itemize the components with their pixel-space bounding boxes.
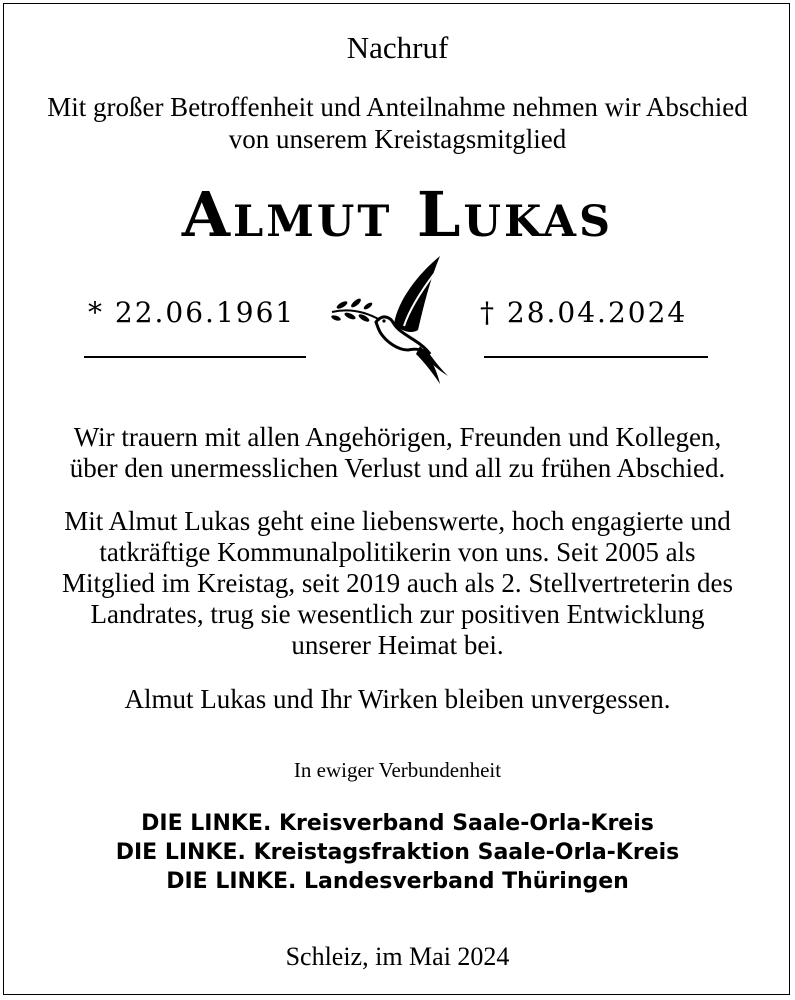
organization-3: DIE LINKE. Landesverband Thüringen (166, 869, 629, 894)
paragraph-3: Almut Lukas und Ihr Wirken bleiben unvergessen. (124, 684, 671, 714)
left-divider (84, 356, 306, 358)
right-divider (484, 356, 708, 358)
paragraph-1-line-1: Wir trauern mit allen Angehörigen, Freunden und Kollegen, (73, 422, 722, 452)
death-date: † 28.04.2024 (480, 296, 688, 329)
intro-line-2: von unserem Kreistagsmitglied (228, 124, 567, 154)
closing-line: In ewiger Verbundenheit (293, 758, 502, 782)
birth-date: * 22.06.1961 (88, 296, 296, 329)
deceased-name: Almut Lukas (181, 178, 614, 251)
paragraph-2-line-1: Mit Almut Lukas geht eine liebenswerte, hoch engagierte und (64, 506, 731, 536)
paragraph-2-line-5: unserer Heimat bei. (291, 630, 504, 660)
dove-with-olive-branch-icon (328, 250, 468, 390)
organization-2: DIE LINKE. Kreistagsfraktion Saale-Orla-Kreis (115, 840, 680, 865)
paragraph-2-line-3: Mitglied im Kreistag, seit 2019 auch als 2. Stellvertreterin des (61, 568, 734, 598)
paragraph-2-line-4: Landrates, trug sie wesentlich zur positiven Entwicklung (90, 599, 705, 629)
organization-1: DIE LINKE. Kreisverband Saale-Orla-Kreis (141, 811, 654, 836)
paragraph-1-line-2: über den unermesslichen Verlust und all zu frühen Abschied. (69, 453, 726, 483)
place-and-date: Schleiz, im Mai 2024 (285, 942, 510, 971)
notice-heading: Nachruf (346, 30, 449, 65)
intro-line-1: Mit großer Betroffenheit und Anteilnahme nehmen wir Abschied (47, 92, 748, 122)
paragraph-2-line-2: tatkräftige Kommunalpolitikerin von uns. Seit 2005 als (99, 537, 696, 567)
